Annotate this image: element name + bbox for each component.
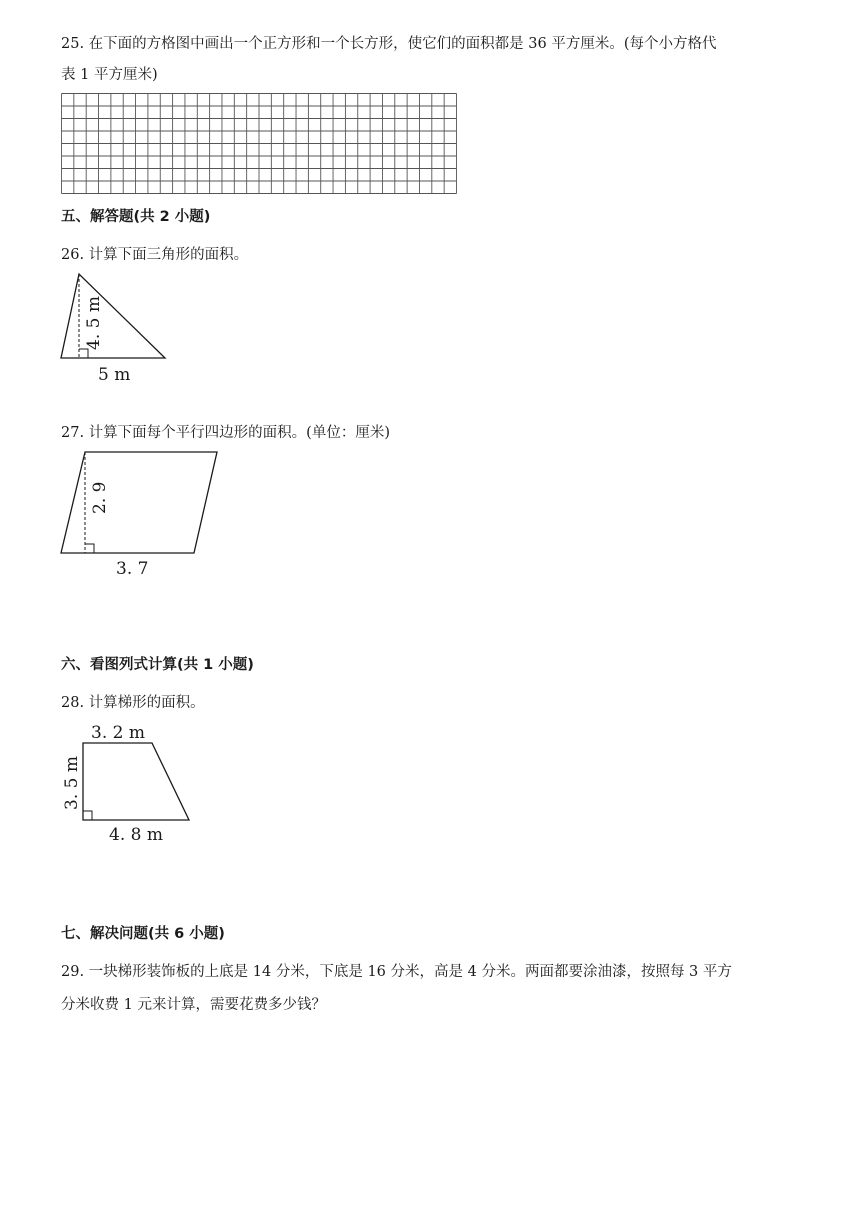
q25-text-line2: 表 1 平方厘米) [61, 67, 158, 83]
parallelogram-shape [61, 452, 217, 553]
triangle-shape [61, 274, 165, 358]
right-angle-mark [83, 811, 92, 820]
parallelogram-height-label: 2. 9 [90, 481, 110, 514]
parallelogram-figure [55, 446, 225, 581]
q29-text-line2: 分米收费 1 元来计算，需要花费多少钱？ [61, 997, 326, 1013]
triangle-base-label: 5 m [98, 365, 131, 385]
section-7-title: 七、解决问题(共 6 小题) [61, 926, 225, 942]
q26-text: 26. 计算下面三角形的面积。 [61, 247, 249, 263]
trapezoid-height-label: 3. 5 m [62, 756, 82, 810]
parallelogram-base-label: 3. 7 [116, 559, 149, 579]
trapezoid-shape [83, 743, 189, 820]
trapezoid-top-label: 3. 2 m [91, 723, 145, 743]
section-6-title: 六、看图列式计算(共 1 小题) [61, 657, 254, 673]
q25-text-line1: 25. 在下面的方格图中画出一个正方形和一个长方形，使它们的面积都是 36 平方厘米。(每个小方格代 [61, 36, 717, 52]
trapezoid-bottom-label: 4. 8 m [109, 825, 163, 845]
triangle-height-label: 4. 5 m [84, 296, 104, 350]
q29-text-line1: 29. 一块梯形装饰板的上底是 14 分米，下底是 16 分米，高是 4 分米。两面都要涂油漆，按照每 3 平方 [61, 964, 732, 980]
right-angle-mark [85, 544, 94, 553]
q27-text: 27. 计算下面每个平行四边形的面积。(单位：厘米) [61, 425, 390, 441]
section-5-title: 五、解答题(共 2 小题) [61, 209, 211, 225]
q28-text: 28. 计算梯形的面积。 [61, 695, 205, 711]
triangle-figure [55, 270, 175, 385]
trapezoid-figure [55, 718, 205, 848]
grid-figure [61, 93, 457, 194]
